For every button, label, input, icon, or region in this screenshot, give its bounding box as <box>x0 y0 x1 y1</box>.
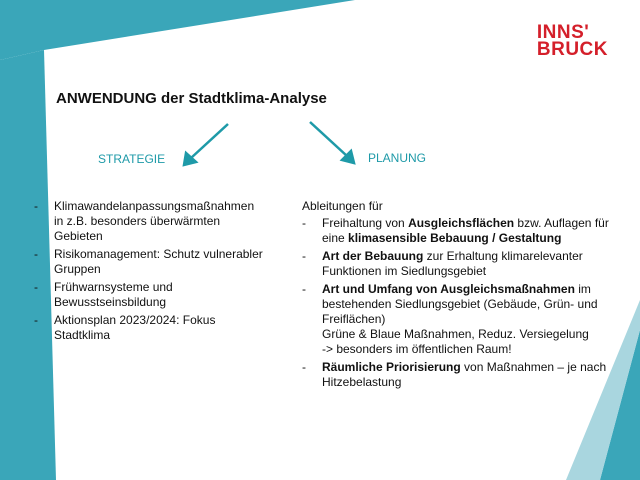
list-item <box>302 216 622 246</box>
list-item: - Frühwarnsysteme und Bewusstseinsbildung <box>34 280 264 310</box>
list-item: - Aktionsplan 2023/2024: Fokus Stadtklima <box>34 313 264 343</box>
list-item: - Klimawandelanpassungsmaßnahmen in z.B. besonders überwärmten Gebieten <box>34 199 264 244</box>
item-text: bzw. Auflagen für eine <box>322 216 609 245</box>
list-item <box>302 360 622 390</box>
item-bold: Ausgleichsflächen <box>408 216 515 230</box>
item-bold: klimasensible Bebauung / Gestaltung <box>348 231 562 245</box>
arrow-right-icon <box>310 122 354 163</box>
page-title: ANWENDUNG der Stadtklima-Analyse <box>56 90 327 107</box>
item-text: Freihaltung von <box>322 216 409 230</box>
logo-line-1: INNS' <box>536 22 590 43</box>
item-bold: Räumliche Priorisierung <box>322 360 461 374</box>
item-text: zur Erhaltung klimarelevanter Funktionen im Siedlungsgebiet <box>322 249 583 278</box>
list-item: - Risikomanagement: Schutz vulnerabler Gruppen <box>34 247 264 277</box>
planung-heading: PLANUNG <box>368 151 427 165</box>
strategie-list <box>34 199 264 346</box>
planung-list <box>302 216 622 393</box>
planung-intro: Ableitungen für <box>302 199 383 213</box>
logo-line-2: BRUCK <box>536 39 608 60</box>
strategie-heading: STRATEGIE <box>98 152 166 166</box>
item-text: -> besonders im öffentlichen Raum! <box>322 342 512 356</box>
item-bold: Art und Umfang von Ausgleichsmaßnahmen <box>322 282 575 296</box>
item-bold: Art der Bebauung <box>322 249 424 263</box>
list-item <box>302 282 622 357</box>
item-text: im bestehenden Siedlungsgebiet (Gebäude, Grün- und Freiflächen) <box>322 282 598 326</box>
item-text: Grüne & Blaue Maßnahmen, Reduz. Versiegelung <box>322 327 589 341</box>
list-item <box>302 249 622 279</box>
arrow-left-icon <box>184 124 228 165</box>
item-text: von Maßnahmen – je nach Hitzebelastung <box>322 360 607 389</box>
